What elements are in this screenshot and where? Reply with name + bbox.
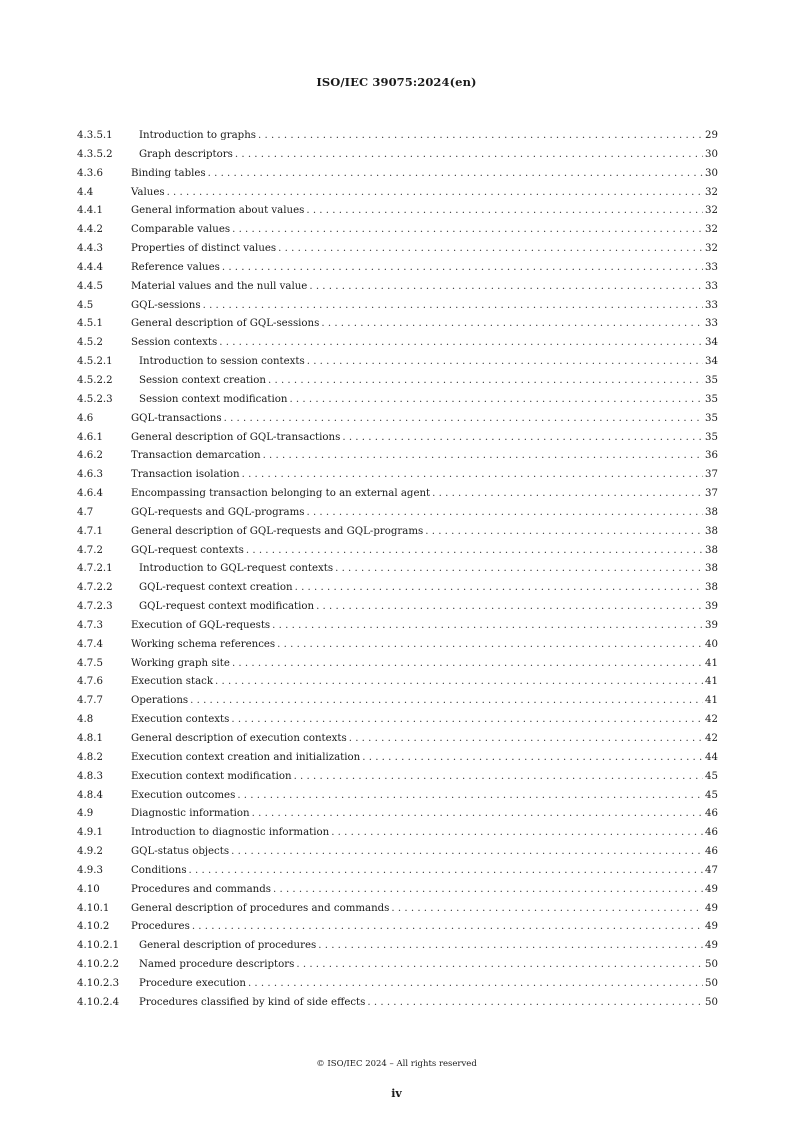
toc-entry-page[interactable]: 45 <box>705 770 718 782</box>
toc-leader-dots <box>231 843 703 862</box>
toc-entry-title[interactable]: Comparable values <box>131 224 231 236</box>
toc-entry-number: 4.4 <box>77 186 94 198</box>
toc-leader-dots <box>391 900 703 919</box>
toc-entry[interactable] <box>77 711 718 730</box>
toc-leader-dots <box>203 297 703 316</box>
toc-entry-title[interactable]: GQL-status objects <box>131 846 230 858</box>
toc-entry-number: 4.7.3 <box>77 619 103 631</box>
toc-entry-number: 4.8.4 <box>77 789 103 801</box>
toc-entry-page[interactable]: 38 <box>705 525 718 537</box>
toc-leader-dots <box>349 730 703 749</box>
toc-entry[interactable] <box>77 787 718 806</box>
toc-entry-number: 4.7.4 <box>77 638 103 650</box>
toc-entry-page[interactable]: 41 <box>705 657 718 669</box>
toc-entry[interactable] <box>77 975 718 994</box>
toc-leader-dots <box>208 165 703 184</box>
toc-leader-dots <box>278 240 703 259</box>
toc-leader-dots <box>307 353 703 372</box>
toc-entry-title[interactable]: Working graph site <box>131 657 230 669</box>
toc-entry-number: 4.10.2.1 <box>77 940 120 952</box>
toc-entry[interactable] <box>77 730 718 749</box>
toc-leader-dots <box>248 975 703 994</box>
toc-entry-page[interactable]: 34 <box>705 356 718 368</box>
toc-entry-page[interactable]: 41 <box>705 676 718 688</box>
toc-leader-dots <box>432 485 703 504</box>
toc-entry-number: 4.4.2 <box>77 224 103 236</box>
toc-entry-title[interactable]: General description of GQL-requests and GQL-programs <box>131 525 424 537</box>
toc-entry-number: 4.10.1 <box>77 902 110 914</box>
toc-leader-dots <box>192 918 703 937</box>
toc-leader-dots <box>263 447 703 466</box>
toc-leader-dots <box>306 202 703 221</box>
toc-entry[interactable] <box>77 900 718 919</box>
toc-entry-title[interactable]: Conditions <box>131 864 187 876</box>
toc-leader-dots <box>321 315 703 334</box>
toc-entry-title[interactable]: Introduction to graphs <box>139 130 256 141</box>
toc-entry-page[interactable]: 33 <box>705 280 718 292</box>
toc-leader-dots <box>235 146 703 165</box>
toc-entry-page[interactable]: 47 <box>705 864 718 876</box>
toc-entry-number: 4.7.1 <box>77 525 103 537</box>
toc-entry-page[interactable]: 46 <box>705 846 718 858</box>
toc-entry-number: 4.5.2.3 <box>77 393 113 405</box>
toc-entry[interactable] <box>77 862 718 881</box>
toc-entry[interactable] <box>77 692 718 711</box>
toc-entry-title[interactable]: Properties of distinct values <box>131 243 277 255</box>
toc-entry-number: 4.7.2.1 <box>77 563 113 575</box>
toc-entry-number: 4.7.2.3 <box>77 601 113 613</box>
toc-entry-number: 4.4.3 <box>77 243 103 255</box>
toc-leader-dots <box>342 429 703 448</box>
toc-entry-page[interactable]: 37 <box>705 488 718 500</box>
toc-entry-title[interactable]: GQL-sessions <box>131 299 201 311</box>
toc-entry-title[interactable]: GQL-transactions <box>131 412 222 424</box>
toc-leader-dots <box>331 824 703 843</box>
toc-leader-dots <box>246 542 703 561</box>
toc-entry-page[interactable]: 30 <box>705 167 718 179</box>
toc-entry-number: 4.6.2 <box>77 450 103 462</box>
toc-entry-title[interactable]: GQL-request context modification <box>139 601 315 613</box>
toc-entry[interactable] <box>77 768 718 787</box>
toc-entry-page[interactable]: 32 <box>705 243 718 255</box>
toc-entry-title[interactable]: Diagnostic information <box>131 808 250 820</box>
toc-entry-page[interactable]: 35 <box>705 374 718 386</box>
toc-entry-number: 4.9.1 <box>77 827 103 839</box>
toc-entry[interactable] <box>77 165 718 184</box>
toc-leader-dots <box>232 655 703 674</box>
toc-entry-page[interactable]: 49 <box>705 902 718 914</box>
toc-entry-title[interactable]: Execution contexts <box>131 714 230 726</box>
toc-entry-number: 4.4.1 <box>77 205 103 217</box>
toc-entry-title[interactable]: Material values and the null value <box>131 280 308 292</box>
toc-entry-page[interactable]: 38 <box>705 563 718 575</box>
toc-leader-dots <box>252 805 703 824</box>
toc-entry[interactable] <box>77 410 718 429</box>
toc-entry-title[interactable]: GQL-request contexts <box>131 544 244 556</box>
toc-entry-title[interactable]: Named procedure descriptors <box>139 959 295 971</box>
toc-leader-dots <box>318 937 703 956</box>
toc-entry[interactable] <box>77 579 718 598</box>
toc-leader-dots <box>306 504 703 523</box>
document-header: ISO/IEC 39075:2024(en) <box>316 75 477 89</box>
toc-entry-number: 4.8.3 <box>77 770 103 782</box>
toc-entry-title[interactable]: Session context modification <box>139 393 288 405</box>
toc-entry-number: 4.7 <box>77 506 94 518</box>
toc-entry[interactable] <box>77 221 718 240</box>
toc-entry[interactable] <box>77 824 718 843</box>
toc-leader-dots <box>231 711 703 730</box>
toc-entry-number: 4.10.2 <box>77 921 110 933</box>
toc-entry[interactable] <box>77 259 718 278</box>
toc-entry[interactable] <box>77 523 718 542</box>
toc-entry-title[interactable]: General description of procedures <box>139 940 317 952</box>
toc-entry-title[interactable]: Execution outcomes <box>131 789 236 801</box>
toc-entry-number: 4.9.2 <box>77 846 103 858</box>
toc-entry-title[interactable]: GQL-request context creation <box>139 582 293 594</box>
toc-entry[interactable] <box>77 805 718 824</box>
toc-entry-page[interactable]: 50 <box>705 996 718 1008</box>
toc-entry[interactable] <box>77 202 718 221</box>
toc-leader-dots <box>237 787 703 806</box>
toc-entry-page[interactable]: 37 <box>705 469 718 481</box>
toc-entry-title[interactable]: General description of GQL-sessions <box>131 318 320 330</box>
toc-entry[interactable] <box>77 937 718 956</box>
toc-entry-page[interactable]: 36 <box>705 450 718 462</box>
toc-entry-title[interactable]: Transaction isolation <box>131 469 240 481</box>
toc-leader-dots <box>335 560 703 579</box>
toc-entry-number: 4.10.2.2 <box>77 959 120 971</box>
toc-entry-number: 4.7.7 <box>77 695 103 707</box>
toc-entry-title[interactable]: Working schema references <box>131 638 276 650</box>
toc-entry-number: 4.10.2.3 <box>77 977 120 989</box>
toc-entry-page[interactable]: 41 <box>705 695 718 707</box>
toc-entry-number: 4.8.2 <box>77 751 103 763</box>
toc-leader-dots <box>367 994 703 1013</box>
toc-entry-number: 4.7.2.2 <box>77 582 113 594</box>
toc-entry-title[interactable]: Transaction demarcation <box>131 450 261 462</box>
table-of-contents <box>77 127 718 1013</box>
toc-entry[interactable] <box>77 278 718 297</box>
toc-entry[interactable] <box>77 560 718 579</box>
toc-entry-page[interactable]: 34 <box>705 337 718 349</box>
toc-entry-number: 4.9 <box>77 808 94 820</box>
toc-entry[interactable] <box>77 466 718 485</box>
toc-entry-page[interactable]: 39 <box>705 619 718 631</box>
toc-leader-dots <box>242 466 703 485</box>
toc-leader-dots <box>219 334 703 353</box>
toc-entry-title[interactable]: Values <box>131 186 165 198</box>
toc-entry-number: 4.4.5 <box>77 280 103 292</box>
toc-entry-page[interactable]: 42 <box>705 714 718 726</box>
toc-leader-dots <box>289 391 703 410</box>
toc-entry-title[interactable]: Operations <box>131 695 189 707</box>
toc-entry-title[interactable]: Graph descriptors <box>139 148 233 160</box>
toc-entry-page[interactable]: 33 <box>705 299 718 311</box>
toc-entry-title[interactable]: Execution stack <box>131 676 214 688</box>
toc-entry-number: 4.6.4 <box>77 488 103 500</box>
toc-entry[interactable] <box>77 429 718 448</box>
toc-entry-title[interactable]: General information about values <box>131 205 305 217</box>
toc-leader-dots <box>294 768 703 787</box>
toc-entry-page[interactable]: 32 <box>705 224 718 236</box>
toc-entry-number: 4.7.2 <box>77 544 103 556</box>
toc-entry-page[interactable]: 46 <box>705 808 718 820</box>
toc-entry-number: 4.4.4 <box>77 261 103 273</box>
toc-entry[interactable] <box>77 240 718 259</box>
toc-entry-page[interactable]: 30 <box>705 148 718 160</box>
toc-entry-title[interactable]: Session contexts <box>131 337 218 349</box>
toc-entry-page[interactable]: 35 <box>705 393 718 405</box>
toc-leader-dots <box>309 278 703 297</box>
toc-entry[interactable] <box>77 617 718 636</box>
toc-entry[interactable] <box>77 749 718 768</box>
toc-entry[interactable] <box>77 843 718 862</box>
toc-entry-number: 4.8 <box>77 714 94 726</box>
toc-entry-number: 4.10.2.4 <box>77 996 120 1008</box>
toc-entry-number: 4.5.1 <box>77 318 103 330</box>
toc-entry-title[interactable]: Execution context modification <box>131 770 292 782</box>
toc-entry-page[interactable]: 33 <box>705 318 718 330</box>
toc-entry-page[interactable]: 33 <box>705 261 718 273</box>
toc-entry-page[interactable]: 38 <box>705 506 718 518</box>
toc-entry-number: 4.5 <box>77 299 94 311</box>
toc-entry[interactable] <box>77 485 718 504</box>
toc-entry[interactable] <box>77 127 718 146</box>
toc-leader-dots <box>295 579 703 598</box>
toc-leader-dots <box>296 956 703 975</box>
toc-entry-page[interactable]: 39 <box>705 601 718 613</box>
toc-entry-title[interactable]: GQL-requests and GQL-programs <box>131 506 305 518</box>
toc-entry-number: 4.6.1 <box>77 431 103 443</box>
toc-entry-number: 4.5.2.1 <box>77 356 113 368</box>
toc-entry-number: 4.10 <box>77 883 100 895</box>
toc-entry-number: 4.3.6 <box>77 167 103 179</box>
toc-entry-page[interactable]: 29 <box>705 130 718 141</box>
toc-entry-number: 4.7.6 <box>77 676 103 688</box>
toc-entry[interactable] <box>77 918 718 937</box>
toc-leader-dots <box>215 673 703 692</box>
toc-entry-page[interactable]: 49 <box>705 921 718 933</box>
toc-entry[interactable] <box>77 334 718 353</box>
toc-entry-title[interactable]: General description of execution contexts <box>131 733 347 744</box>
toc-entry-title[interactable]: Introduction to GQL-request contexts <box>139 563 334 575</box>
toc-entry-page[interactable]: 49 <box>705 940 718 952</box>
toc-entry[interactable] <box>77 146 718 165</box>
toc-entry-title[interactable]: Procedures and commands <box>131 883 271 895</box>
toc-entry-page[interactable]: 50 <box>705 977 718 989</box>
toc-entry[interactable] <box>77 315 718 334</box>
toc-entry[interactable] <box>77 353 718 372</box>
toc-entry-number: 4.3.5.1 <box>77 130 113 141</box>
toc-entry[interactable] <box>77 994 718 1013</box>
toc-entry[interactable] <box>77 956 718 975</box>
toc-entry-page[interactable]: 44 <box>705 751 718 763</box>
toc-leader-dots <box>190 692 703 711</box>
toc-entry-number: 4.8.1 <box>77 733 103 744</box>
toc-entry-number: 4.5.2 <box>77 337 103 349</box>
toc-leader-dots <box>258 127 703 146</box>
toc-entry[interactable] <box>77 391 718 410</box>
toc-entry-page[interactable]: 35 <box>705 431 718 443</box>
toc-entry-page[interactable]: 46 <box>705 827 718 839</box>
toc-entry[interactable] <box>77 447 718 466</box>
toc-entry-page[interactable]: 42 <box>705 733 718 744</box>
toc-entry-title[interactable]: Introduction to session contexts <box>139 356 305 368</box>
toc-leader-dots <box>362 749 703 768</box>
toc-leader-dots <box>273 881 703 900</box>
toc-leader-dots <box>167 184 703 203</box>
toc-entry-number: 4.5.2.2 <box>77 374 113 386</box>
toc-entry[interactable] <box>77 542 718 561</box>
toc-entry-number: 4.6 <box>77 412 94 424</box>
toc-entry[interactable] <box>77 297 718 316</box>
toc-entry-title[interactable]: Introduction to diagnostic information <box>131 827 330 839</box>
toc-leader-dots <box>425 523 703 542</box>
toc-entry-title[interactable]: Session context creation <box>139 374 266 386</box>
toc-leader-dots <box>272 617 703 636</box>
toc-entry-page[interactable]: 49 <box>705 883 718 895</box>
toc-leader-dots <box>189 862 703 881</box>
toc-entry-page[interactable]: 40 <box>705 638 718 650</box>
toc-entry[interactable] <box>77 372 718 391</box>
toc-entry-title[interactable]: Execution of GQL-requests <box>131 619 271 631</box>
toc-entry-page[interactable]: 38 <box>705 582 718 594</box>
toc-entry-page[interactable]: 38 <box>705 544 718 556</box>
toc-entry-title[interactable]: Procedure execution <box>139 977 246 989</box>
copyright-footer: © ISO/IEC 2024 – All rights reserved <box>316 1059 477 1069</box>
toc-leader-dots <box>268 372 703 391</box>
toc-entry-title[interactable]: General description of GQL-transactions <box>131 431 341 443</box>
toc-entry-number: 4.3.5.2 <box>77 148 113 160</box>
toc-entry[interactable] <box>77 655 718 674</box>
toc-entry[interactable] <box>77 673 718 692</box>
toc-entry[interactable] <box>77 636 718 655</box>
toc-entry[interactable] <box>77 881 718 900</box>
toc-entry[interactable] <box>77 184 718 203</box>
toc-leader-dots <box>222 259 703 278</box>
toc-entry-page[interactable]: 32 <box>705 186 718 198</box>
toc-entry-title[interactable]: Reference values <box>131 261 220 273</box>
toc-entry[interactable] <box>77 598 718 617</box>
toc-leader-dots <box>232 221 703 240</box>
toc-entry-page[interactable]: 45 <box>705 789 718 801</box>
toc-leader-dots <box>277 636 703 655</box>
toc-entry-title[interactable]: Execution context creation and initialization <box>131 751 361 763</box>
toc-entry-page[interactable]: 35 <box>705 412 718 424</box>
toc-entry-title[interactable]: Binding tables <box>131 167 206 179</box>
toc-entry-page[interactable]: 50 <box>705 959 718 971</box>
toc-leader-dots <box>316 598 703 617</box>
toc-entry-number: 4.9.3 <box>77 864 103 876</box>
toc-entry-title[interactable]: Procedures <box>131 921 190 933</box>
toc-entry-page[interactable]: 32 <box>705 205 718 217</box>
page-number: iv <box>391 1087 402 1100</box>
toc-leader-dots <box>224 410 703 429</box>
toc-entry-title[interactable]: Procedures classified by kind of side effects <box>139 996 366 1008</box>
toc-entry-number: 4.6.3 <box>77 469 103 481</box>
toc-entry[interactable] <box>77 504 718 523</box>
toc-entry-title[interactable]: Encompassing transaction belonging to an external agent <box>131 488 431 500</box>
toc-entry-title[interactable]: General description of procedures and commands <box>131 902 390 914</box>
toc-entry-number: 4.7.5 <box>77 657 103 669</box>
